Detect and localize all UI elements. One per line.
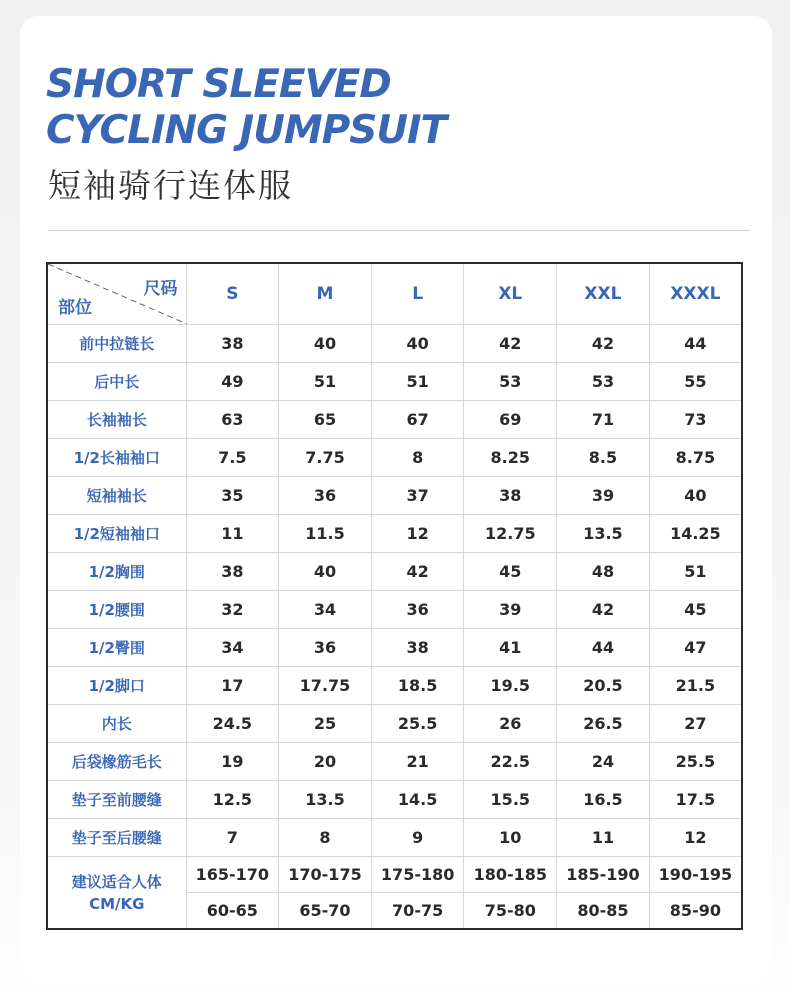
measurement-value: 41 <box>464 629 557 667</box>
fit-height-cell: 175-180 <box>371 857 464 893</box>
measurement-label: 长袖袖长 <box>47 401 186 439</box>
measurement-value: 13.5 <box>557 515 650 553</box>
measurement-value: 25 <box>279 705 372 743</box>
measurement-value: 40 <box>371 325 464 363</box>
measurement-value: 24.5 <box>186 705 279 743</box>
measurement-value: 39 <box>464 591 557 629</box>
measurement-value: 12.75 <box>464 515 557 553</box>
measurement-value: 11.5 <box>279 515 372 553</box>
measurement-value: 40 <box>279 325 372 363</box>
measurement-value: 47 <box>649 629 742 667</box>
measurement-label: 1/2胸围 <box>47 553 186 591</box>
measurement-label: 前中拉链长 <box>47 325 186 363</box>
fit-weight-cell: 70-75 <box>371 893 464 930</box>
measurement-value: 53 <box>557 363 650 401</box>
measurement-value: 21.5 <box>649 667 742 705</box>
size-chart-table <box>46 262 743 930</box>
measurement-value: 12 <box>371 515 464 553</box>
measurement-row <box>47 591 742 629</box>
measurement-value: 38 <box>371 629 464 667</box>
fit-weight-cell: 80-85 <box>557 893 650 930</box>
measurement-value: 8.25 <box>464 439 557 477</box>
measurement-value: 69 <box>464 401 557 439</box>
measurement-label: 垫子至前腰缝 <box>47 781 186 819</box>
measurement-value: 71 <box>557 401 650 439</box>
measurement-value: 18.5 <box>371 667 464 705</box>
measurement-row <box>47 705 742 743</box>
measurement-value: 15.5 <box>464 781 557 819</box>
fit-weight-cell: 85-90 <box>649 893 742 930</box>
measurement-row <box>47 781 742 819</box>
size-header-row <box>47 263 742 325</box>
measurement-value: 8.5 <box>557 439 650 477</box>
measurement-value: 7.5 <box>186 439 279 477</box>
measurement-label: 垫子至后腰缝 <box>47 819 186 857</box>
measurement-value: 26 <box>464 705 557 743</box>
measurement-value: 19 <box>186 743 279 781</box>
measurement-value: 32 <box>186 591 279 629</box>
measurement-value: 42 <box>371 553 464 591</box>
measurement-value: 10 <box>464 819 557 857</box>
measurement-label: 1/2脚口 <box>47 667 186 705</box>
corner-part-label: 部位 <box>58 298 92 318</box>
title-line-2: CYCLING JUMPSUIT <box>46 108 447 153</box>
fit-height-cell: 190-195 <box>649 857 742 893</box>
measurement-value: 49 <box>186 363 279 401</box>
measurement-value: 63 <box>186 401 279 439</box>
measurement-label: 1/2短袖袖口 <box>47 515 186 553</box>
measurement-value: 7 <box>186 819 279 857</box>
fit-label-line-2: CM/KG <box>89 894 145 913</box>
size-header-xxxl: XXXL <box>649 263 742 325</box>
measurement-label: 后袋橡筋毛长 <box>47 743 186 781</box>
product-title-cn: 短袖骑行连体服 <box>48 166 293 205</box>
measurement-label: 1/2腰围 <box>47 591 186 629</box>
measurement-value: 11 <box>557 819 650 857</box>
measurement-row <box>47 515 742 553</box>
measurement-value: 8.75 <box>649 439 742 477</box>
title-divider <box>48 230 750 231</box>
size-header-xl: XL <box>464 263 557 325</box>
measurement-row <box>47 819 742 857</box>
measurement-value: 19.5 <box>464 667 557 705</box>
measurement-value: 35 <box>186 477 279 515</box>
measurement-value: 42 <box>557 591 650 629</box>
measurement-label: 1/2臀围 <box>47 629 186 667</box>
measurement-row <box>47 325 742 363</box>
measurement-value: 14.25 <box>649 515 742 553</box>
measurement-value: 51 <box>279 363 372 401</box>
size-chart-body <box>47 325 742 930</box>
fit-height-row <box>47 857 742 893</box>
measurement-value: 12 <box>649 819 742 857</box>
measurement-value: 11 <box>186 515 279 553</box>
measurement-row <box>47 667 742 705</box>
measurement-value: 20.5 <box>557 667 650 705</box>
fit-height-cell: 185-190 <box>557 857 650 893</box>
measurement-value: 45 <box>464 553 557 591</box>
measurement-value: 16.5 <box>557 781 650 819</box>
product-title-en <box>46 62 446 154</box>
fit-weight-cell: 65-70 <box>279 893 372 930</box>
measurement-row <box>47 743 742 781</box>
measurement-value: 8 <box>279 819 372 857</box>
measurement-value: 39 <box>557 477 650 515</box>
measurement-value: 24 <box>557 743 650 781</box>
measurement-value: 51 <box>649 553 742 591</box>
measurement-row <box>47 363 742 401</box>
measurement-value: 8 <box>371 439 464 477</box>
measurement-value: 20 <box>279 743 372 781</box>
fit-label-line-1: 建议适合人体 <box>71 872 162 891</box>
size-header-xxl: XXL <box>557 263 650 325</box>
measurement-value: 25.5 <box>371 705 464 743</box>
measurement-value: 45 <box>649 591 742 629</box>
measurement-value: 36 <box>371 591 464 629</box>
size-header-l: L <box>371 263 464 325</box>
fit-weight-cell: 75-80 <box>464 893 557 930</box>
fit-height-cell: 170-175 <box>279 857 372 893</box>
measurement-row <box>47 629 742 667</box>
measurement-value: 36 <box>279 629 372 667</box>
measurement-value: 21 <box>371 743 464 781</box>
measurement-value: 48 <box>557 553 650 591</box>
measurement-value: 17.75 <box>279 667 372 705</box>
measurement-value: 14.5 <box>371 781 464 819</box>
measurement-value: 17 <box>186 667 279 705</box>
measurement-value: 38 <box>186 553 279 591</box>
fit-height-cell: 165-170 <box>186 857 279 893</box>
measurement-value: 7.75 <box>279 439 372 477</box>
measurement-value: 55 <box>649 363 742 401</box>
measurement-value: 34 <box>279 591 372 629</box>
measurement-value: 22.5 <box>464 743 557 781</box>
measurement-value: 42 <box>557 325 650 363</box>
size-header-s: S <box>186 263 279 325</box>
measurement-value: 38 <box>464 477 557 515</box>
measurement-value: 51 <box>371 363 464 401</box>
measurement-row <box>47 439 742 477</box>
measurement-label: 后中长 <box>47 363 186 401</box>
size-header-m: M <box>279 263 372 325</box>
measurement-value: 42 <box>464 325 557 363</box>
measurement-label: 短袖袖长 <box>47 477 186 515</box>
measurement-value: 53 <box>464 363 557 401</box>
measurement-value: 37 <box>371 477 464 515</box>
measurement-label: 内长 <box>47 705 186 743</box>
measurement-value: 38 <box>186 325 279 363</box>
measurement-value: 9 <box>371 819 464 857</box>
measurement-label: 1/2长袖袖口 <box>47 439 186 477</box>
measurement-value: 27 <box>649 705 742 743</box>
measurement-value: 65 <box>279 401 372 439</box>
measurement-value: 13.5 <box>279 781 372 819</box>
measurement-value: 44 <box>649 325 742 363</box>
fit-weight-cell: 60-65 <box>186 893 279 930</box>
measurement-value: 40 <box>649 477 742 515</box>
measurement-value: 12.5 <box>186 781 279 819</box>
measurement-value: 36 <box>279 477 372 515</box>
measurement-row <box>47 477 742 515</box>
measurement-value: 26.5 <box>557 705 650 743</box>
title-line-1: SHORT SLEEVED <box>46 62 391 107</box>
corner-size-label: 尺码 <box>143 279 178 299</box>
measurement-value: 40 <box>279 553 372 591</box>
corner-header-cell <box>47 263 186 325</box>
measurement-value: 17.5 <box>649 781 742 819</box>
measurement-value: 25.5 <box>649 743 742 781</box>
measurement-value: 67 <box>371 401 464 439</box>
measurement-value: 44 <box>557 629 650 667</box>
fit-label-cell <box>47 857 186 930</box>
measurement-row <box>47 401 742 439</box>
measurement-row <box>47 553 742 591</box>
fit-height-cell: 180-185 <box>464 857 557 893</box>
measurement-value: 73 <box>649 401 742 439</box>
measurement-value: 34 <box>186 629 279 667</box>
